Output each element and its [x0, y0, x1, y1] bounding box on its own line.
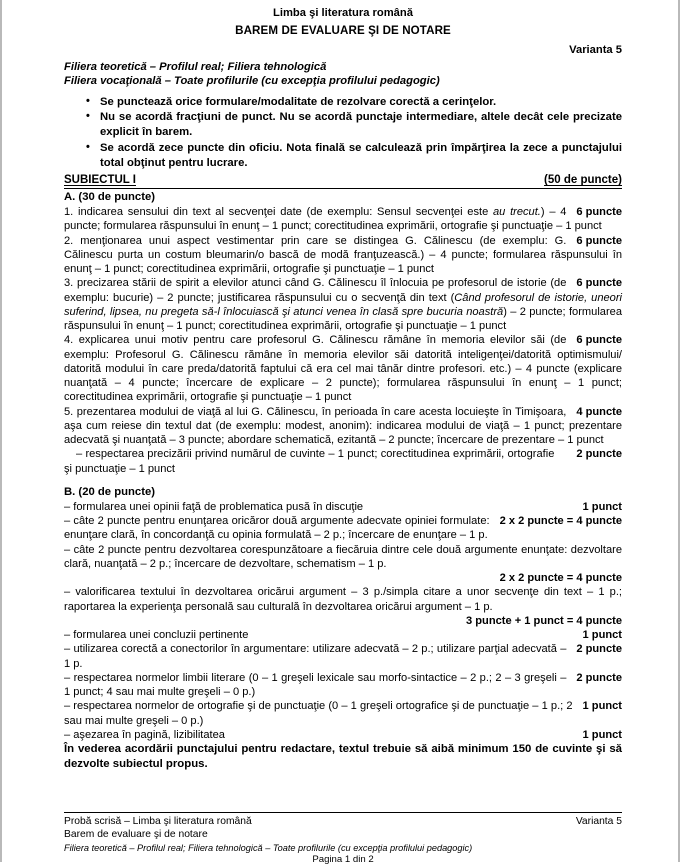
item-text: – formularea unei opinii faţă de problematica pusă în discuţie	[64, 500, 364, 513]
subject-title: Limba şi literatura română	[273, 7, 413, 19]
redaction-note: În vederea acordării punctajului pentru redactare, textul trebuie să aibă minimum 150 de cuvinte şi să dezvolte subiectul propus.	[64, 743, 622, 770]
item-text: – aşezarea în pagină, lizibilitatea	[64, 728, 225, 741]
section-a-heading: A. (30 de puncte)	[64, 191, 156, 204]
item-points: 6 puncte	[576, 206, 622, 219]
section-a-item	[64, 447, 622, 476]
footer-variant: Varianta 5	[575, 816, 622, 827]
item-text: 3. precizarea stării de spirit a elevilor atunci când G. Călinescu îl înlocuia pe profesorul de istorie (de exemplu: bucurie) – 2 puncte; justificarea răspunsului cu o secvenţă din text (	[64, 277, 567, 304]
section-a-item	[64, 276, 622, 333]
footer-exam-label: Probă scrisă – Limba şi literatura română	[64, 816, 252, 827]
item-points: 4 puncte	[576, 405, 622, 418]
filiera-line-1: Filiera teoretică – Profilul real; Filiera tehnologică	[64, 61, 327, 73]
page-footer	[64, 812, 622, 866]
section-b-item	[64, 514, 622, 543]
item-points: 2 x 2 puncte = 4 puncte	[499, 572, 622, 585]
item-points: 6 puncte	[576, 334, 622, 347]
section-b-item	[64, 585, 622, 614]
item-points: 2 puncte	[576, 643, 622, 656]
section-a-item	[64, 234, 622, 277]
item-quote: Când profesorul de istorie, uneori suferind, lipsea, nu pregeta să-l înlocuiască şi atunci venea în clasă spre bucuria noastră	[64, 291, 622, 318]
item-points: 3 puncte + 1 punct = 4 puncte	[466, 614, 622, 627]
item-points: 1 punct	[582, 500, 622, 513]
filiera-line-2: Filiera vocaţională – Toate profilurile (cu excepţia profilului pedagogic)	[64, 75, 440, 87]
footer-doc-type: Barem de evaluare şi de notare	[64, 829, 208, 841]
item-text: – respectarea normelor de ortografie şi de punctuaţie (0 – 1 greşeli ortografice şi de punctuaţie – 1 p.; 2 sau mai multe greşeli – 0 p.)	[64, 700, 573, 727]
rule-item: • Se punctează orice formulare/modalitate de rezolvare corectă a cerinţelor.	[86, 95, 622, 110]
item-points: 1 punct	[582, 629, 622, 642]
item-text: 4. explicarea unui motiv pentru care profesorul G. Călinescu rămâne în memoria elevilor săi (de exemplu: Profesorul G. Călinescu rămâne în memoria elevilor săi datorită inteligenţei/datorită optimismului/ datorită modului în care preda/datorită faptului că era cel mai tânăr dintre profesori. etc.) – 4 puncte (explicare nuanţată – 4 puncte; încercare de explicare – 2 puncte); formularea răspunsului în enunţ – 1 punct; corectitudinea exprimării, ortografie şi punctuaţie – 1 punct	[64, 334, 622, 404]
footer-top-row	[64, 815, 622, 828]
rule-item: • Se acordă zece puncte din oficiu. Nota finală se calculează prin împărţirea la zece a punctajului total obţinut pentru lucrare.	[86, 141, 622, 171]
item-points: 1 punct	[582, 700, 622, 713]
subject-label: SUBIECTUL I	[64, 174, 136, 187]
subject-points: (50 de puncte)	[544, 174, 622, 187]
section-a-item	[64, 205, 622, 234]
item-text: – valorificarea textului în dezvoltarea oricărui argument – 3 p./simpla citare a unor secvenţe din text – 1 p.; raportarea la experienţa personală sau culturală în dezvoltarea oricărui argument – 1 p.	[64, 586, 622, 613]
item-text: – câte 2 puncte pentru enunţarea oricăror două argumente adecvate opiniei formulate: enunţare clară, în concordanţă cu opinia formulată – 2 p.; încercare de enunţare – 1 p.	[64, 515, 490, 542]
item-points: 2 puncte	[576, 671, 622, 684]
section-a-item	[64, 405, 622, 448]
rule-item: • Nu se acordă fracţiuni de punct. Nu se acordă punctaje intermediare, altele decât cele precizate explicit în barem.	[86, 110, 622, 140]
variant-label: Varianta 5	[569, 44, 622, 56]
item-quote: au trecut.	[493, 206, 541, 219]
item-text: – respectarea normelor limbii literare (0 – 1 greşeli lexicale sau morfo-sintactice – 2 p.; 2 – 3 greşeli – 1 punct; 4 sau mai multe greşeli – 0 p.)	[64, 671, 567, 699]
section-b-item	[64, 628, 622, 642]
section-b-item	[64, 671, 622, 700]
document-content	[64, 6, 622, 771]
item-points: 2 puncte	[576, 448, 622, 461]
item-text: 1. indicarea sensului din text al secvenţei date (de exemplu: Sensul secvenţei este	[64, 206, 493, 219]
section-b-item	[64, 543, 622, 572]
item-points: 6 puncte	[576, 234, 622, 247]
item-text-cont: ) – 2 puncte; formularea răspunsului în enunţ – 1 punct; corectitudinea exprimării, ortografie şi punctuaţie – 1 punct	[64, 305, 622, 333]
grading-rules-list	[64, 95, 622, 171]
footer-filiera: Filiera teoretică – Profilul real; Filiera tehnologică – Toate profilurile (cu excepţia profilului pedagogic)	[64, 842, 473, 853]
section-b-item	[64, 500, 622, 514]
item-points: 2 x 2 puncte = 4 puncte	[499, 515, 622, 528]
page-title: BAREM DE EVALUARE ŞI DE NOTARE	[235, 24, 451, 37]
item-text: – câte 2 puncte pentru dezvoltarea corespunzătoare a fiecăruia dintre cele două argumente enunţate: dezvoltare clară, nuanţată – 2 p.; încercare de dezvoltare, schematism – 1 p.	[64, 543, 622, 570]
item-points: 1 punct	[582, 728, 622, 741]
item-text: 5. prezentarea modului de viaţă al lui G. Călinescu, în perioada în care acesta locuieşte în Timişoara, aşa cum reiese din textul dat (de exemplu: modest, anonim): indicarea modului de viaţă – 1 punct; prezentare adecvată şi nuanţată – 3 puncte; abordare schematică, ezitantă – 2 puncte; încercare de prezentare – 1 punct	[64, 405, 622, 447]
item-text: – respectarea precizării privind numărul de cuvinte – 1 punct; corectitudinea exprimării, ortografie şi punctuaţie – 1 punct	[64, 448, 555, 475]
footer-page-number: Pagina 1 din 2	[312, 854, 374, 866]
section-b-heading: B. (20 de puncte)	[64, 485, 156, 498]
item-text: – utilizarea corectă a conectorilor în argumentare: utilizare adecvată – 2 p.; utilizare parţial adecvată – 1 p.	[64, 643, 567, 670]
section-a-item	[64, 333, 622, 404]
item-text-cont: ) – 4 puncte; formularea răspunsului în enunţ – 1 punct; corectitudinea exprimării, ortografie şi punctuaţie – 1 punct	[64, 206, 602, 233]
section-b-item	[64, 699, 622, 728]
section-b-item	[64, 728, 622, 742]
section-b-item	[64, 642, 622, 671]
item-text: 2. menţionarea unui aspect vestimentar prin care se distingea G. Călinescu (de exemplu: G. Călinescu purta un costum bleumarin/o bască de modă franţuzească.) – 4 puncte; formularea răspunsului în enunţ – 1 punct; corectitudinea exprimării, ortografie şi punctuaţie – 1 punct	[64, 234, 622, 276]
item-points: 6 puncte	[576, 277, 622, 290]
item-text: – formularea unei concluzii pertinente	[64, 629, 249, 642]
subject-heading	[64, 173, 622, 189]
